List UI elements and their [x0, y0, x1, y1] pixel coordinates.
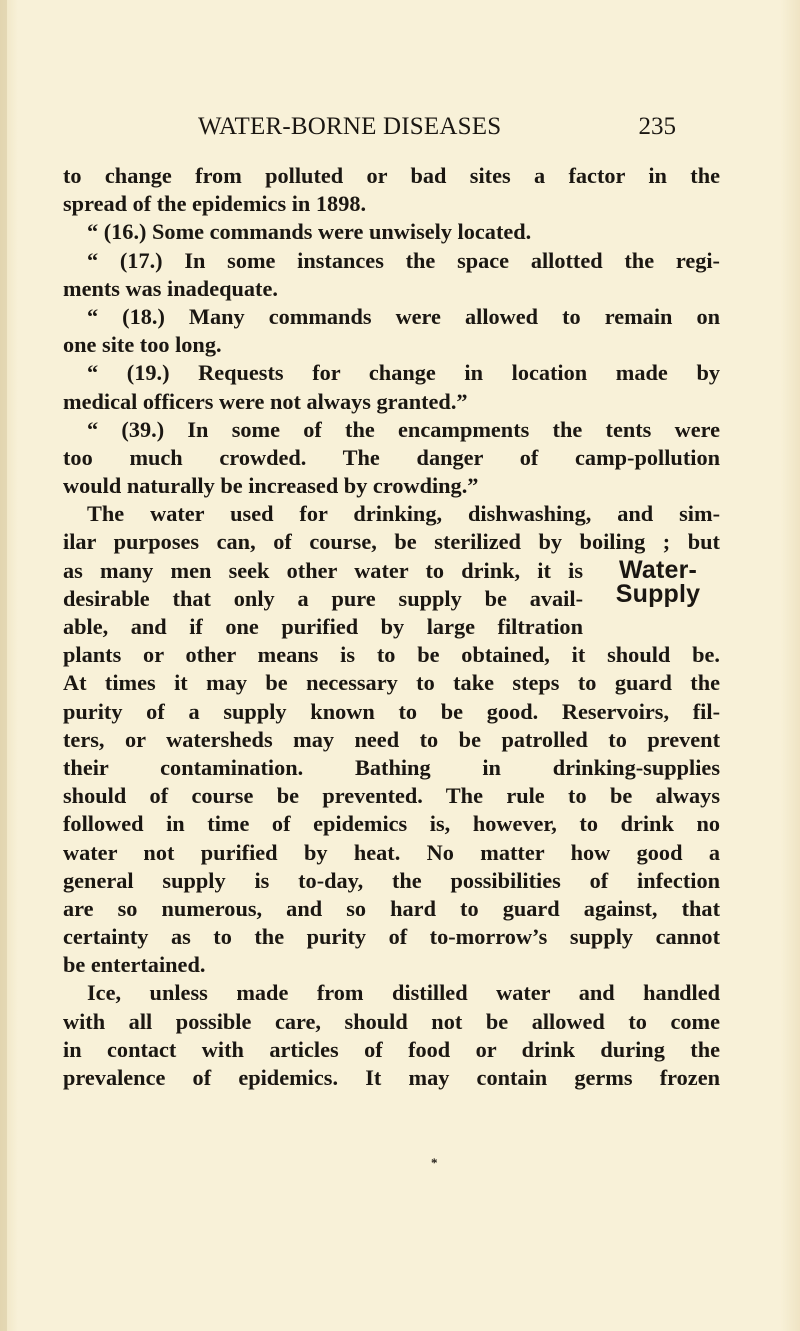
running-head: WATER-BORNE DISEASES	[198, 113, 502, 140]
text-line: too much crowded. The danger of camp-pollution	[63, 444, 720, 470]
text-line: general supply is to-day, the possibilities of infection	[63, 867, 720, 893]
side-note-line: Supply	[615, 580, 701, 608]
text-line: purity of a supply known to be good. Reservoirs, fil-	[63, 698, 720, 724]
text-line: “ (16.) Some commands were unwisely located.	[87, 219, 532, 245]
text-line: ments was inadequate.	[63, 275, 278, 301]
text-line: able, and if one purified by large filtration	[63, 614, 583, 639]
page-number: 235	[638, 113, 676, 140]
text-line: should of course be prevented. The rule to be always	[63, 783, 720, 809]
text-line: would naturally be increased by crowding.”	[63, 473, 479, 499]
text-line: be entertained.	[63, 952, 206, 978]
page-edge-shadow	[0, 0, 7, 1331]
text-line: water not purified by heat. No matter how good a	[63, 839, 720, 865]
text-line: “ (19.) Requests for change in location made by	[87, 360, 720, 386]
text-line: as many men seek other water to drink, it is	[63, 557, 583, 583]
text-line: “ (18.) Many commands were allowed to remain on	[87, 303, 720, 329]
text-line: ters, or watersheds may need to be patrolled to prevent	[63, 726, 720, 752]
printer-mark: *	[431, 1155, 438, 1170]
text-line: “ (17.) In some instances the space allotted the regi-	[87, 247, 720, 273]
text-line: At times it may be necessary to take steps to guard the	[63, 670, 720, 696]
text-line: The water used for drinking, dishwashing, and sim-	[87, 501, 720, 527]
text-line: to change from polluted or bad sites a factor in the	[63, 163, 720, 188]
text-line: desirable that only a pure supply be avail-	[63, 585, 583, 611]
text-line: spread of the epidemics in 1898.	[63, 191, 367, 217]
text-line: plants or other means is to be obtained, it should be.	[63, 642, 720, 668]
body-text	[63, 162, 720, 1092]
text-line: “ (39.) In some of the encampments the tents were	[87, 416, 720, 442]
text-line: followed in time of epidemics is, however, to drink no	[63, 811, 720, 837]
text-line: with all possible care, should not be allowed to come	[63, 1008, 720, 1034]
text-line: one site too long.	[63, 332, 222, 358]
text-line: ilar purposes can, of course, be sterilized by boiling ; but	[63, 529, 720, 555]
text-line: are so numerous, and so hard to guard against, that	[63, 895, 720, 921]
text-line: Ice, unless made from distilled water and handled	[87, 980, 720, 1006]
text-line: their contamination. Bathing in drinking-supplies	[63, 754, 720, 780]
text-line: prevalence of epidemics. It may contain germs frozen	[63, 1065, 720, 1090]
text-line: certainty as to the purity of to-morrow’s supply cannot	[63, 924, 720, 950]
page-header	[186, 110, 676, 144]
text-line: medical officers were not always granted.”	[63, 388, 468, 414]
side-note-line: Water-	[618, 556, 698, 584]
text-line: in contact with articles of food or drink during the	[63, 1036, 720, 1062]
side-note	[593, 558, 723, 606]
